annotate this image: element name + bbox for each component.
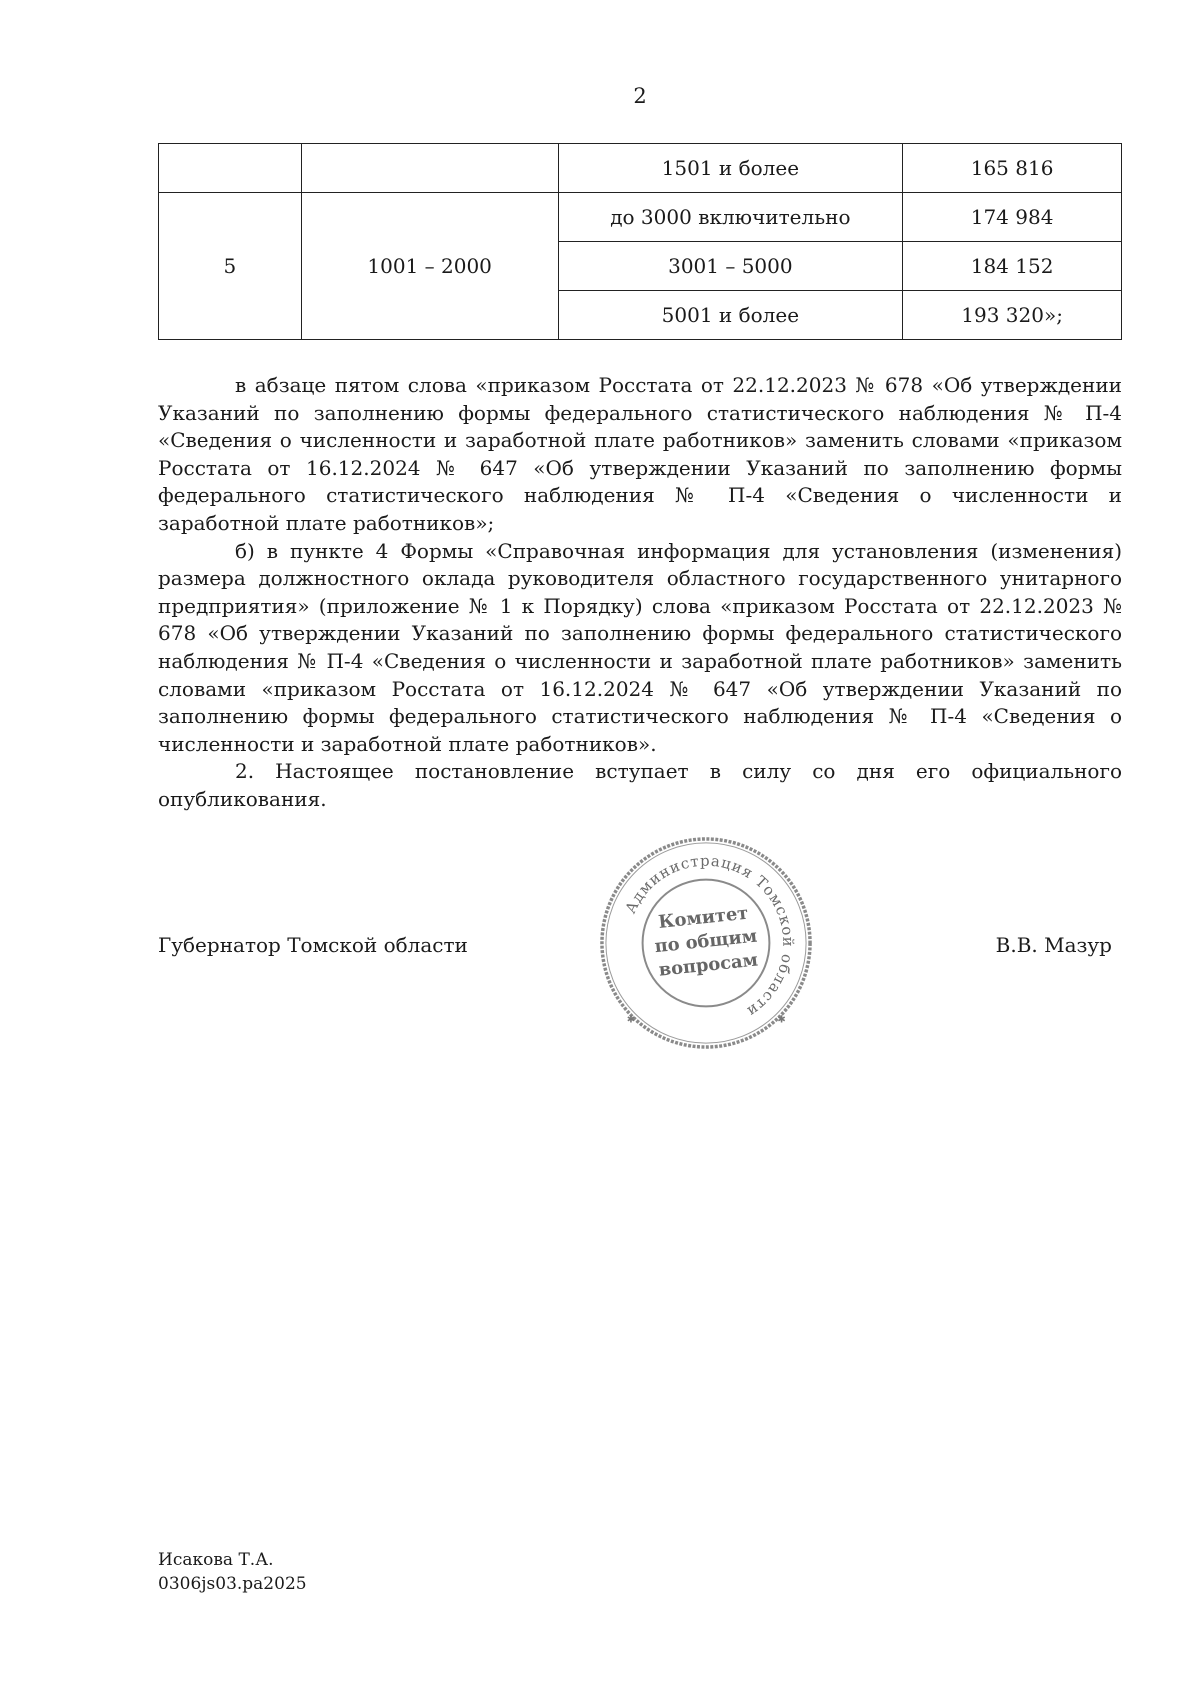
table-row xyxy=(159,144,1122,193)
stamp-line: Комитет xyxy=(657,902,750,933)
official-stamp-icon xyxy=(597,834,815,1052)
table-cell-amount: 193 320»; xyxy=(903,291,1122,340)
paragraph: в абзаце пятом слова «приказом Росстата от 22.12.2023 № 678 «Об утверждении Указаний по заполнению формы федерального статистического наблюдения № П-4 «Сведения о численности и заработной плате работников» заменить словами «приказом Росстата от 16.12.2024 № 647 «Об утверждении Указаний по заполнению формы федерального статистического наблюдения № П-4 «Сведения о численности и заработной плате работников»; xyxy=(158,373,1122,535)
signatory-title: Губернатор Томской области xyxy=(158,933,468,957)
page-number: 2 xyxy=(633,84,647,108)
document-code: 0306js03.ра2025 xyxy=(158,1574,307,1594)
table-cell-amount: 174 984 xyxy=(903,193,1122,242)
table-cell-sub-range: 1501 и более xyxy=(558,144,903,193)
paragraph: б) в пункте 4 Формы «Справочная информация для установления (изменения) размера должностного оклада руководителя областного государственного унитарного предприятия» (приложение № 1 к Порядку) слова «приказом Росстата от 22.12.2023 № 678 «Об утверждении Указаний по заполнению формы федерального статистического наблюдения № П-4 «Сведения о численности и заработной плате работников» заменить словами «приказом Росстата от 16.12.2024 № 647 «Об утверждении Указаний по заполнению формы федерального статистического наблюдения № П-4 «Сведения о численности и заработной плате работников». xyxy=(158,538,1122,756)
table-cell-amount: 165 816 xyxy=(903,144,1122,193)
table-cell-sub-range: до 3000 включительно xyxy=(558,193,903,242)
table-cell-range: 1001 – 2000 xyxy=(301,193,558,340)
amount-table xyxy=(158,143,1122,340)
table-row xyxy=(159,193,1122,242)
stamp-star-icon: ✱ xyxy=(626,1014,636,1026)
table-cell-sub-range: 5001 и более xyxy=(558,291,903,340)
stamp-ring-text: Администрация Томской области xyxy=(621,851,798,1022)
table-cell-group xyxy=(159,144,302,193)
footer xyxy=(158,1548,307,1596)
author-name: Исакова Т.А. xyxy=(158,1550,274,1570)
signatory-name: В.В. Мазур xyxy=(995,933,1112,957)
stamp-star-icon: ✱ xyxy=(777,1014,786,1026)
stamp-line: по общим xyxy=(653,925,759,958)
stamp-line: вопросам xyxy=(657,949,759,981)
table-cell-range xyxy=(301,144,558,193)
body-text xyxy=(158,372,1122,814)
table-cell-group: 5 xyxy=(159,193,302,340)
table-cell-amount: 184 152 xyxy=(903,242,1122,291)
paragraph: 2. Настоящее постановление вступает в силу со дня его официального опубликования. xyxy=(158,759,1122,811)
table-cell-sub-range: 3001 – 5000 xyxy=(558,242,903,291)
